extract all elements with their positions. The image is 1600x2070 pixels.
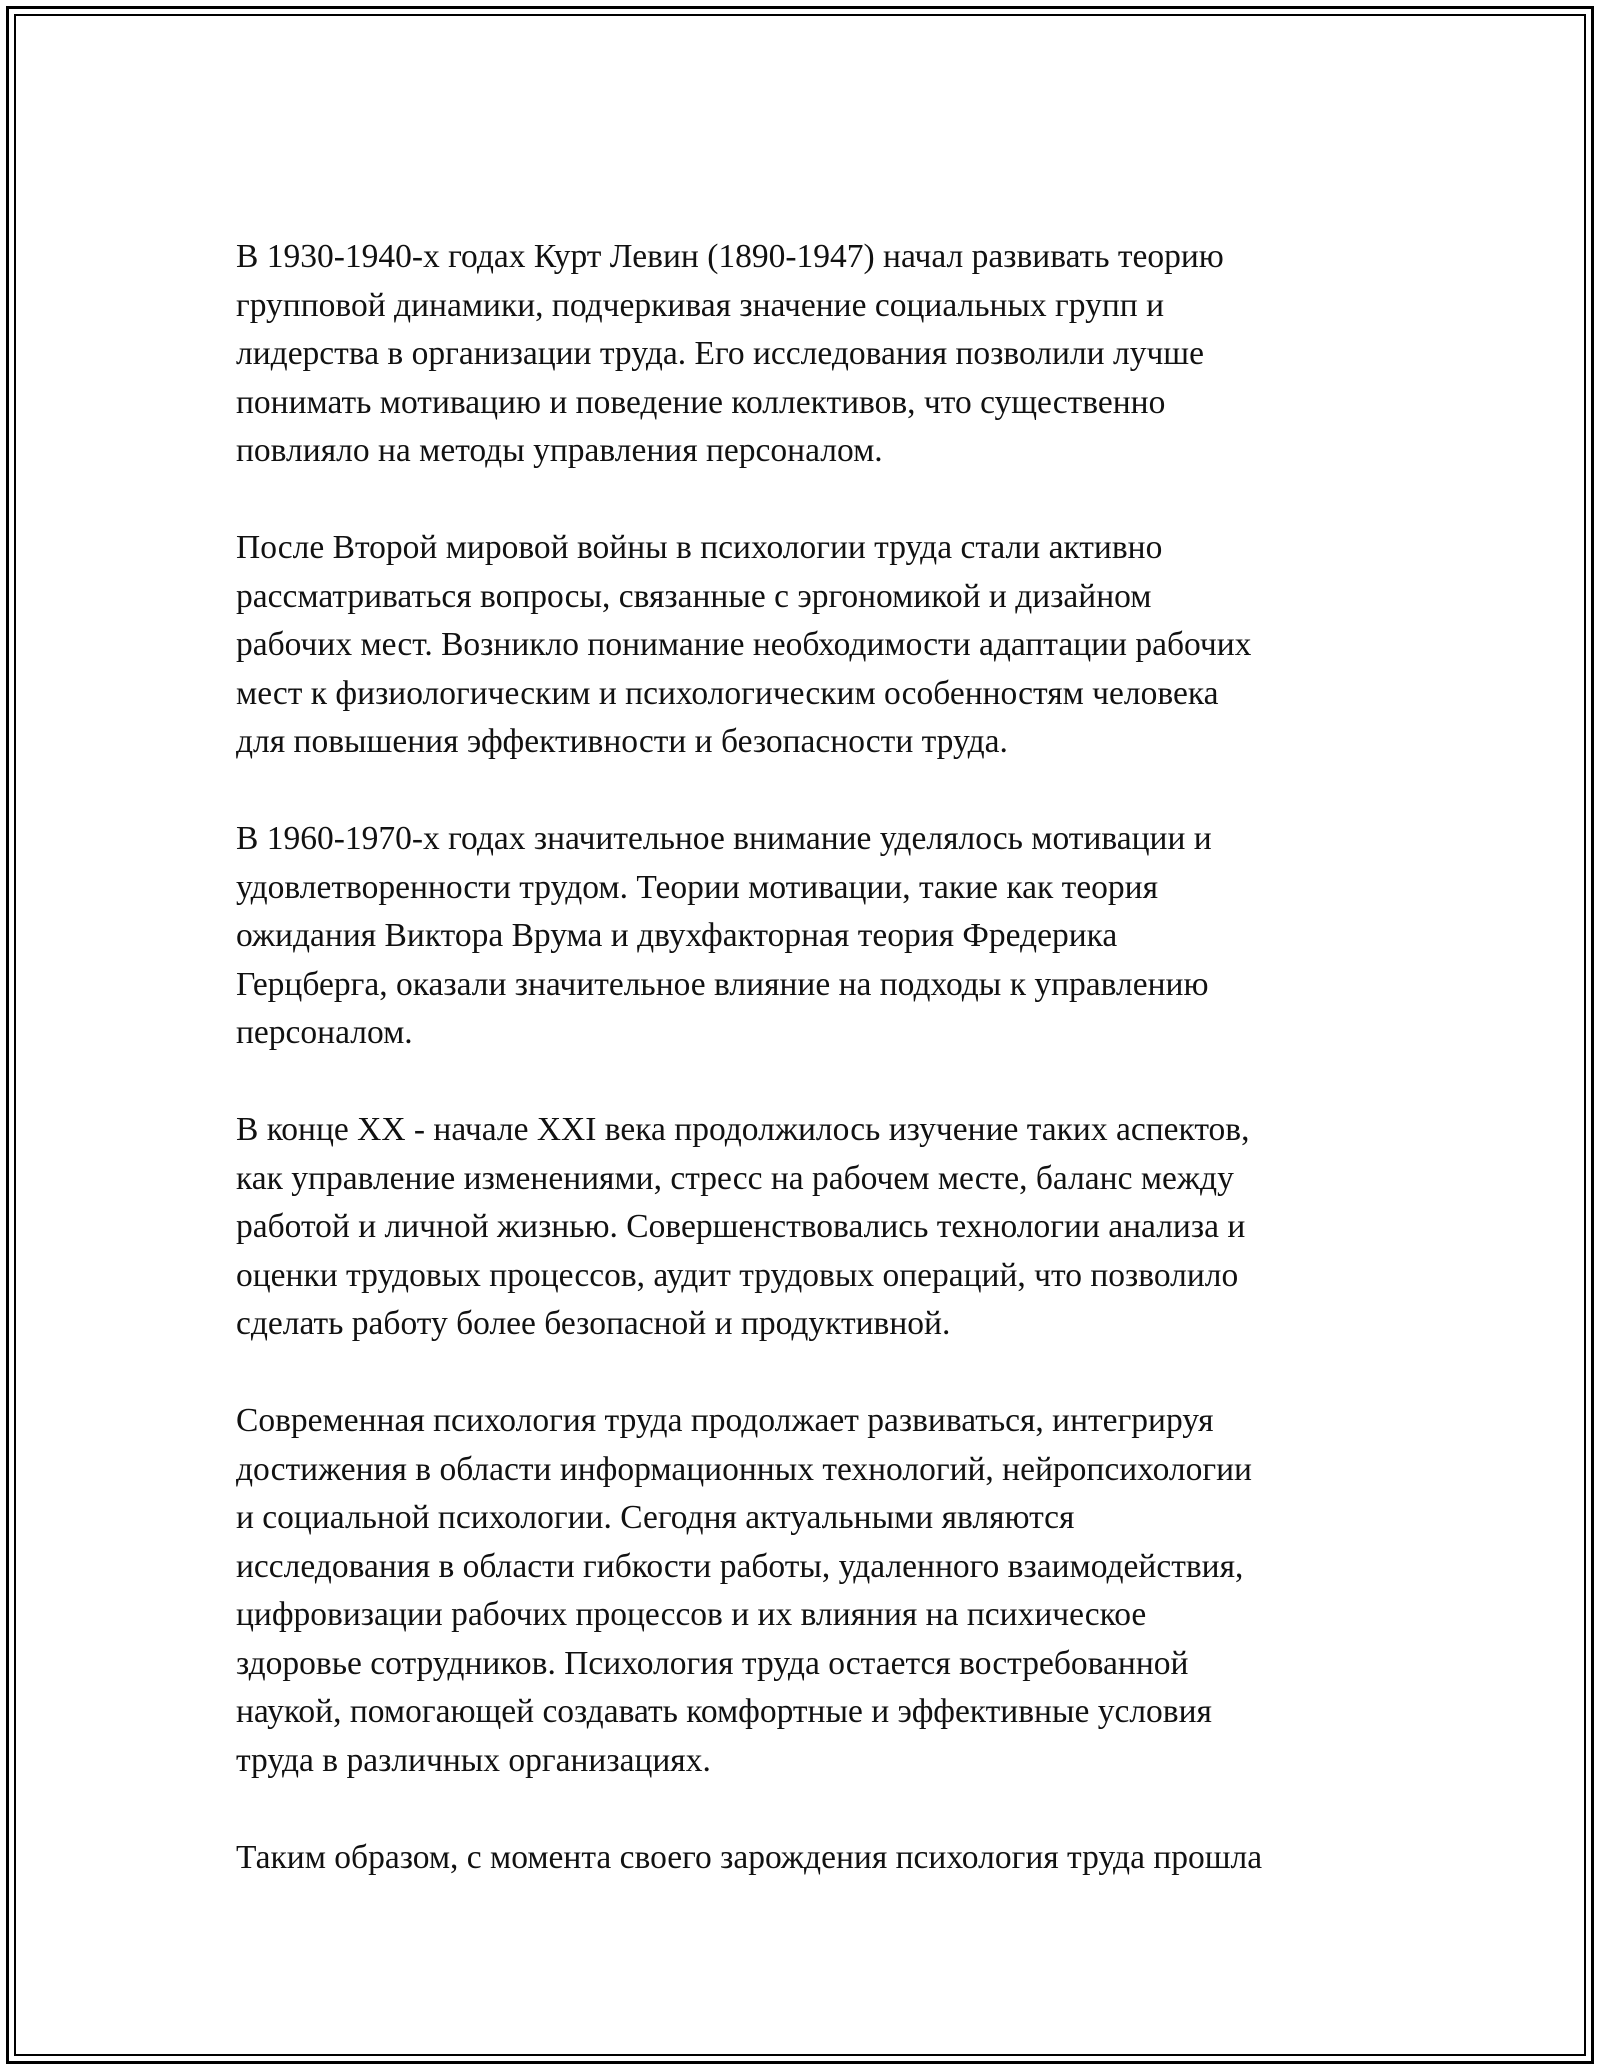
paragraph-2 (236, 524, 1366, 767)
text-line: удовлетворенности трудом. Теории мотивации, такие как теория (236, 868, 1158, 906)
text-line: повлияло на методы управления персоналом. (236, 432, 883, 469)
text-line: лидерства в организации труда. Его исследования позволили лучше (236, 335, 1204, 372)
text-line: В 1930-1940-х годах Курт Левин (1890-1947) начал развивать теорию (236, 238, 1224, 275)
text-line: рабочих мест. Возникло понимание необходимости адаптации рабочих (236, 626, 1252, 663)
text-line: труда в различных организациях. (236, 1741, 711, 1779)
text-line: мест к физиологическим и психологическим особенностям человека (236, 674, 1219, 712)
paragraph-5 (236, 1397, 1366, 1785)
text-line: понимать мотивацию и поведение коллективов, что существенно (236, 383, 1166, 421)
paragraph-3 (236, 815, 1366, 1058)
text-line: оценки трудовых процессов, аудит трудовых операций, что позволило (236, 1256, 1239, 1294)
text-line: и социальной психологии. Сегодня актуальными являются (236, 1499, 1075, 1536)
text-line: здоровье сотрудников. Психология труда остается востребованной (236, 1644, 1189, 1682)
text-line: групповой динамики, подчеркивая значение социальных групп и (236, 286, 1165, 324)
text-line: Таким образом, с момента своего зарождения психология труда прошла (236, 1838, 1263, 1876)
text-line: рассматриваться вопросы, связанные с эргономикой и дизайном (236, 577, 1152, 615)
text-line: достижения в области информационных технологий, нейропсихологии (236, 1450, 1252, 1488)
text-line: для повышения эффективности и безопасности труда. (236, 723, 1008, 760)
text-line: В 1960-1970-х годах значительное внимание уделялось мотивации и (236, 820, 1212, 857)
text-line: персоналом. (236, 1014, 413, 1051)
text-line: наукой, помогающей создавать комфортные и эффективные условия (236, 1693, 1212, 1730)
text-line: как управление изменениями, стресс на рабочем месте, баланс между (236, 1159, 1234, 1197)
paragraph-6 (236, 1834, 1366, 1883)
text-line: Современная психология труда продолжает развиваться, интегрируя (236, 1402, 1214, 1439)
text-line: После Второй мировой войны в психологии труда стали активно (236, 529, 1163, 566)
text-line: ожидания Виктора Врума и двухфакторная теория Фредерика (236, 917, 1118, 954)
text-line: Герцберга, оказали значительное влияние на подходы к управлению (236, 965, 1209, 1003)
text-line: сделать работу более безопасной и продуктивной. (236, 1305, 951, 1342)
text-line: работой и личной жизнью. Совершенствовались технологии анализа и (236, 1208, 1246, 1245)
text-line: В конце XX - начале XXI века продолжилось изучение таких аспектов, (236, 1111, 1250, 1148)
paragraph-1 (236, 233, 1366, 476)
paragraph-4 (236, 1106, 1366, 1349)
document-body (236, 233, 1366, 1931)
text-line: исследования в области гибкости работы, удаленного взаимодействия, (236, 1547, 1244, 1585)
text-line: цифровизации рабочих процессов и их влияния на психическое (236, 1596, 1147, 1633)
